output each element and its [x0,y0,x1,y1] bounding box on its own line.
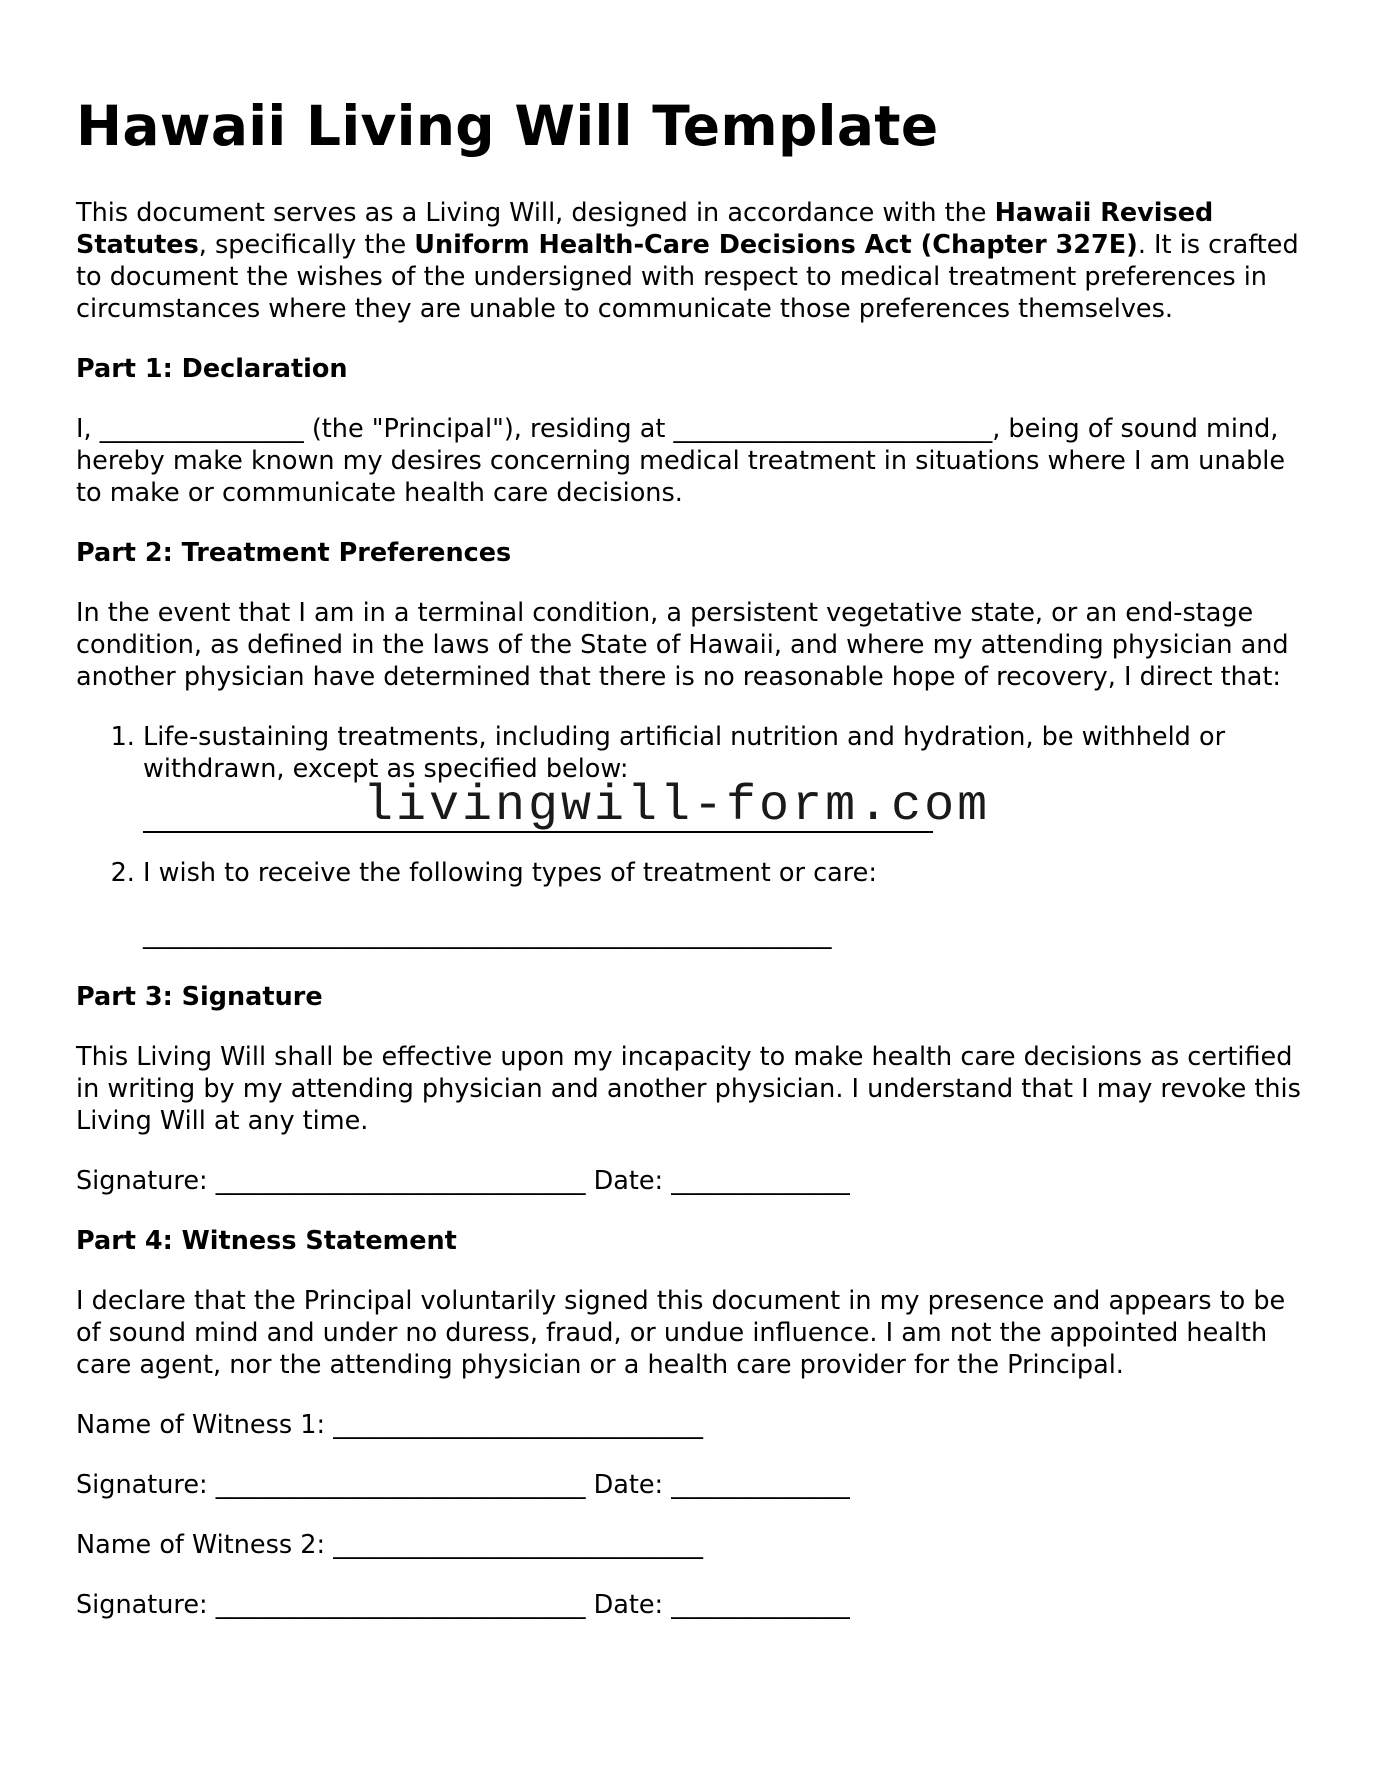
part4-heading: Part 4: Witness Statement [76,1225,457,1256]
watermark-text: livingwill-form.com [363,777,991,835]
part2-treatment-text: In the event that I am in a terminal condition, a persistent vegetative state, or an end-stage condition, as defined in the laws of the State of Hawaii, and where my attending physician and another physician have determined that there is no reasonable hope of recovery, I direct that: [76,597,1289,692]
treatment-item-1 [143,721,1312,847]
part1-heading: Part 1: Declaration [76,353,348,384]
part3-signature-text: This Living Will shall be effective upon my incapacity to make health care decisions as certified in writing by my attending physician and another physician. I understand that I may revoke this Living Will at any time. [76,1041,1301,1136]
exceptions-blank-field[interactable] [143,777,1312,847]
intro-paragraph [76,197,1312,325]
part4-witness-text: I declare that the Principal voluntarily signed this document in my presence and appears to be of sound mind and under no duress, fraud, or undue influence. I am not the appointed health care agent, nor the attending physician or a health care provider for the Principal. [76,1285,1286,1380]
witness1-signature-date-field[interactable]: Signature: _____________________________ Date: ______________ [76,1469,850,1500]
intro-text-2: , specifically the [198,229,415,260]
treatment-item-2 [143,857,1312,951]
witness2-name-field[interactable]: Name of Witness 2: _____________________________ [76,1529,703,1560]
part3-heading: Part 3: Signature [76,981,323,1012]
intro-bold-act: Uniform Health-Care Decisions Act (Chapter 327E) [414,229,1138,260]
intro-text-1: This document serves as a Living Will, designed in accordance with the [76,197,995,228]
intro-bold-statutes: Hawaii Revised Statutes [76,197,1214,260]
principal-signature-date-field[interactable]: Signature: _____________________________ Date: ______________ [76,1165,850,1196]
part2-heading: Part 2: Treatment Preferences [76,537,512,568]
treatment-item-1-text: Life-sustaining treatments, including artificial nutrition and hydration, be withheld or withdrawn, except as specified below: [143,721,1226,784]
intro-text-3: . It is crafted to document the wishes of the undersigned with respect to medical treatment preferences in circumstances where they are unable to communicate those preferences themselves. [76,229,1299,324]
treatment-list [76,721,1312,951]
treatment-types-blank-field[interactable]: ______________________________________________________ [143,919,832,950]
page-title: Hawaii Living Will Template [76,94,939,158]
witness2-signature-date-field[interactable]: Signature: _____________________________ Date: ______________ [76,1589,850,1620]
part1-declaration-text: I, ________________ (the "Principal"), residing at _________________________, being of sound mind, hereby make known my desires concerning medical treatment in situations where I am unable to make or communicate health care decisions. [76,413,1286,508]
witness1-name-field[interactable]: Name of Witness 1: _____________________________ [76,1409,703,1440]
treatment-item-2-text: I wish to receive the following types of treatment or care: [143,857,877,888]
